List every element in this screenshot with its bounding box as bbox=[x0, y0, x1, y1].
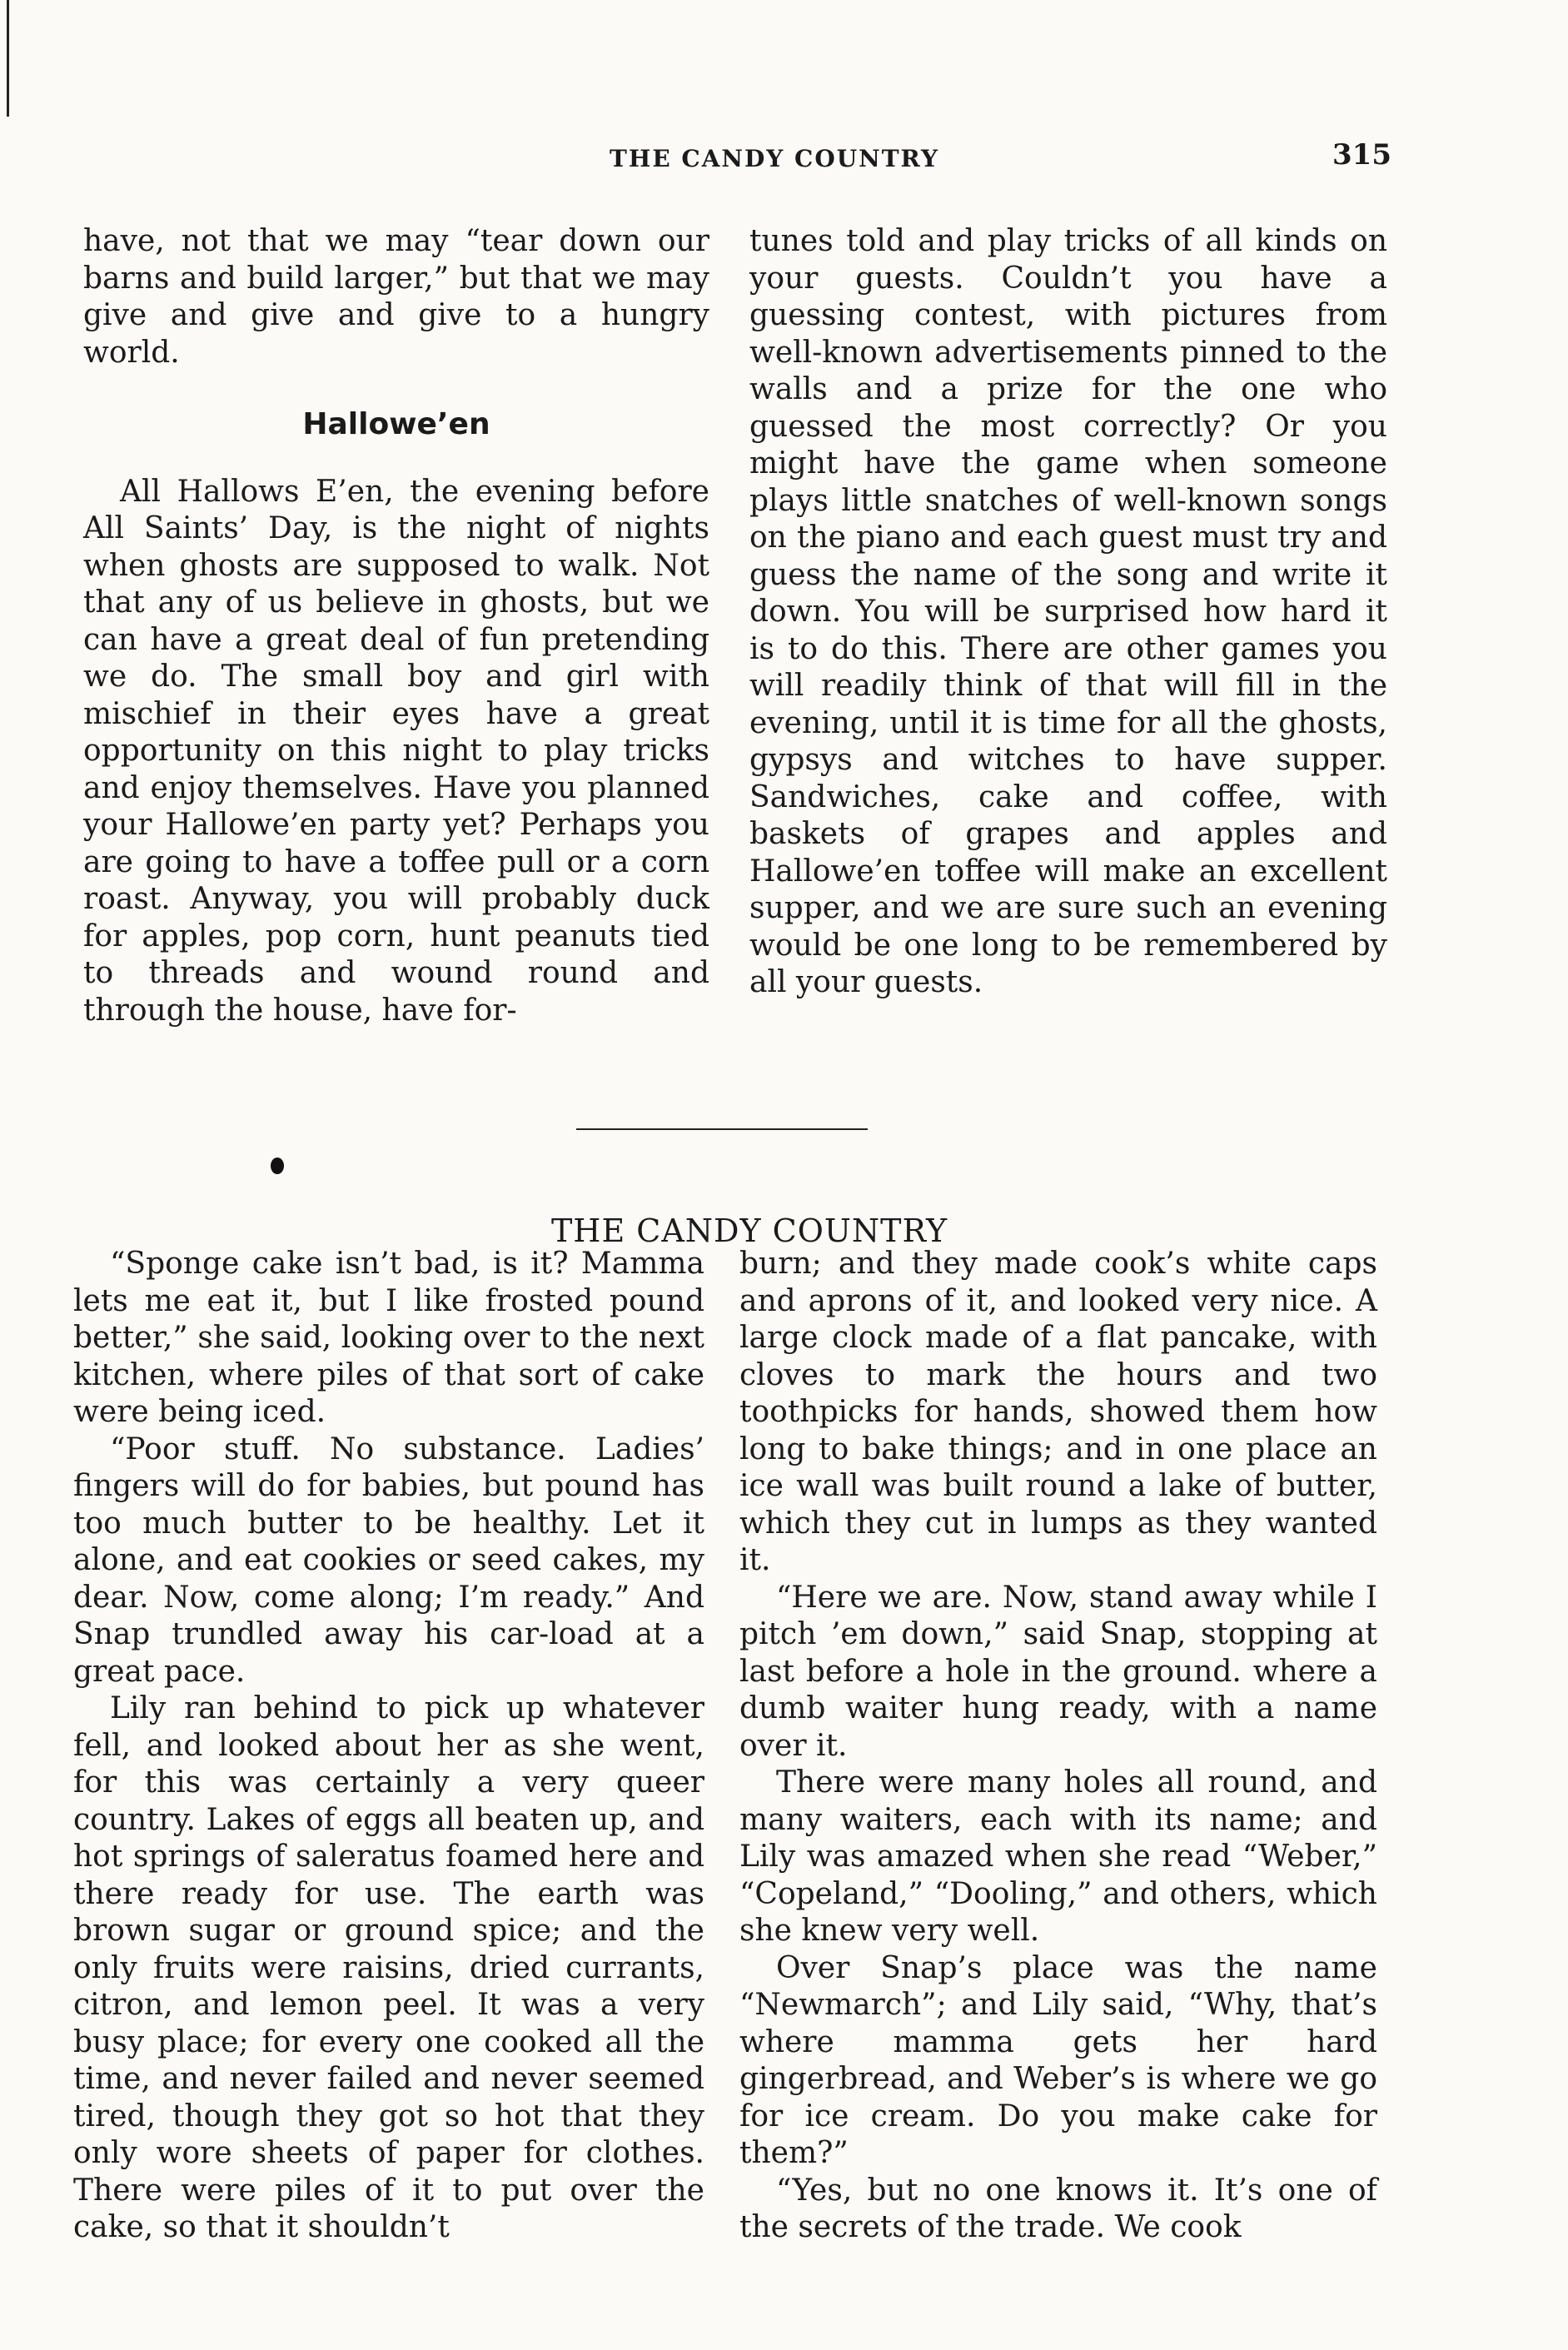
story-right-column bbox=[739, 1246, 1377, 2247]
top-left-column bbox=[83, 223, 709, 1029]
section-heading-halloween: Hallowe’en bbox=[302, 407, 490, 441]
story-paragraph: Lily ran behind to pick up whatever fell, and looked about her as she went, for this was certainly a very queer country. Lakes of eggs all beaten up, and hot springs of saleratus foamed here and there ready for use. The earth was brown sugar or ground spice; and the only fruits were raisins, dried currants, citron, and lemon peel. It was a very busy place; for every one cooked all the time, and never failed and never seemed tired, though they got so hot that they only wore sheets of paper for clothes. There were piles of it to put over the cake, so that it shouldn’t bbox=[73, 1691, 704, 2244]
story-paragraph: “Sponge cake isn’t bad, is it? Mamma lets me eat it, but I like frosted pound better,” she said, looking over to the next kitchen, where piles of that sort of cake were being iced. bbox=[73, 1247, 704, 1429]
story-paragraph: burn; and they made cook’s white caps and aprons of it, and looked very nice. A large clock made of a flat pancake, with cloves to mark the hours and two toothpicks for hands, showed them how long to bake things; and in one place an ice wall was built round a lake of butter, which they cut in lumps as they wanted it. bbox=[739, 1247, 1377, 1577]
ink-blot bbox=[271, 1158, 284, 1174]
story-paragraph: Over Snap’s place was the name “Newmarch”; and Lily said, “Why, that’s where mamma gets her hard gingerbread, and Weber’s is where we go for ice cream. Do you make cake for them?” bbox=[739, 1950, 1377, 2170]
paragraph-fortunes: tunes told and play tricks of all kinds on your guests. Couldn’t you have a guessing contest, with pictures from well-known advertisements pinned to the walls and a prize for the one who guessed the most correctly? Or you might have the game when someone plays little snatches of well-known songs on the piano and each guest must try and guess the name of the song and write it down. You will be surprised how hard it is to do this. There are other games you will readily think of that will fill in the evening, until it is time for all the ghosts, gypsys and witches to have supper. Sandwiches, cake and coffee, with baskets of grapes and apples and Hallowe’en toffee will make an excellent supper, and we are sure such an evening would be one long to be remembered by all your guests. bbox=[749, 224, 1387, 999]
running-head: THE CANDY COUNTRY bbox=[610, 145, 939, 172]
paragraph-all-hallows: All Hallows E’en, the evening before All Saints’ Day, is the night of nights when ghosts are supposed to walk. Not that any of us believe in ghosts, but we can have a great deal of fun pretending we do. The small boy and girl with mischief in their eyes have a great opportunity on this night to play tricks and enjoy themselves. Have you planned your Hallowe’en party yet? Perhaps you are going to have a toffee pull or a corn roast. Anyway, you will probably duck for apples, pop corn, hunt peanuts tied to threads and wound round and through the house, have for- bbox=[83, 474, 709, 1028]
page-number: 315 bbox=[1332, 138, 1391, 172]
story-paragraph: There were many holes all round, and many waiters, each with its name; and Lily was amazed when she read “Weber,” “Copeland,” “Dooling,” and others, which she knew very well. bbox=[739, 1765, 1377, 1948]
section-divider bbox=[576, 1128, 868, 1130]
story-paragraph: “Yes, but no one knows it. It’s one of the secrets of the trade. We cook bbox=[739, 2173, 1377, 2244]
story-paragraph: “Poor stuff. No substance. Ladies’ fingers will do for babies, but pound has too much butter to be healthy. Let it alone, and eat cookies or seed cakes, my dear. Now, come along; I’m ready.” And Snap trundled away his car-load at a great pace. bbox=[73, 1431, 704, 1689]
story-paragraph: “Here we are. Now, stand away while I pitch ’em down,” said Snap, stopping at last before a hole in the ground. where a dumb waiter hung ready, with a name over it. bbox=[739, 1580, 1377, 1763]
story-title: THE CANDY COUNTRY bbox=[550, 1212, 948, 1249]
story-left-column bbox=[73, 1246, 704, 2247]
top-right-column bbox=[749, 223, 1387, 1002]
paragraph-barns: have, not that we may “tear down our barns and build larger,” but that we may give and give and give to a hungry world. bbox=[83, 224, 709, 370]
page-binding-edge bbox=[7, 0, 9, 117]
